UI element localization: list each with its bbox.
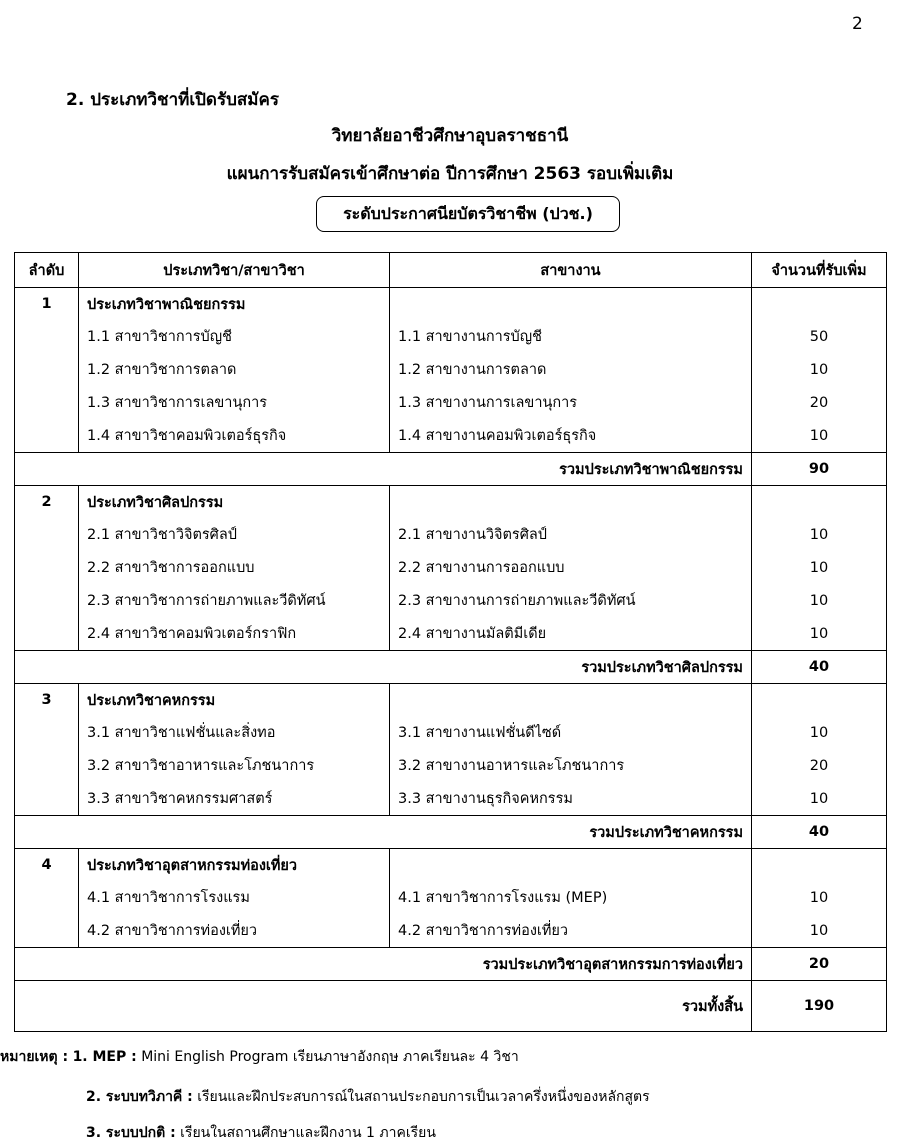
notes-label: หมายเหตุ : xyxy=(0,1049,69,1065)
category-row xyxy=(15,486,887,519)
header-major: ประเภทวิชา/สาขาวิชา xyxy=(79,253,390,288)
major-cell: 1.2 สาขาวิชาการตลาด xyxy=(79,353,390,386)
field-cell: 2.2 สาขางานการออกแบบ xyxy=(390,551,752,584)
category-name: ประเภทวิชาพาณิชยกรรม xyxy=(79,288,390,321)
empty-cell xyxy=(752,288,887,321)
major-cell: 1.4 สาขาวิชาคอมพิวเตอร์ธุรกิจ xyxy=(79,419,390,453)
plan-title: แผนการรับสมัครเข้าศึกษาต่อ ปีการศึกษา 2563 รอบเพิ่มเติม xyxy=(226,164,674,184)
count-cell: 10 xyxy=(752,419,887,453)
subtotal-label: รวมประเภทวิชาคหกรรม xyxy=(15,816,752,849)
table-header-row xyxy=(15,253,887,288)
note-number: 2. ระบบทวิภาคี : xyxy=(86,1089,193,1105)
subtotal-value: 40 xyxy=(752,651,887,684)
table-body xyxy=(15,288,887,1032)
field-cell: 4.2 สาขาวิชาการท่องเที่ยว xyxy=(390,914,752,948)
table-row xyxy=(15,782,887,816)
empty-cell xyxy=(15,386,79,419)
category-name: ประเภทวิชาอุตสาหกรรมท่องเที่ยว xyxy=(79,849,390,882)
count-cell: 10 xyxy=(752,881,887,914)
major-cell: 4.1 สาขาวิชาการโรงแรม xyxy=(79,881,390,914)
note-item-3 xyxy=(86,1122,436,1144)
note-text: เรียนในสถานศึกษาและฝึกงาน 1 ภาคเรียน xyxy=(180,1125,436,1141)
field-cell: 2.3 สาขางานการถ่ายภาพและวีดิทัศน์ xyxy=(390,584,752,617)
category-name: ประเภทวิชาศิลปกรรม xyxy=(79,486,390,519)
field-cell: 3.2 สาขางานอาหารและโภชนาการ xyxy=(390,749,752,782)
table-row xyxy=(15,518,887,551)
empty-cell xyxy=(390,849,752,882)
grand-total-label: รวมทั้งสิ้น xyxy=(15,981,752,1032)
field-cell: 3.3 สาขางานธุรกิจคหกรรม xyxy=(390,782,752,816)
table-row xyxy=(15,551,887,584)
empty-cell xyxy=(390,684,752,717)
field-cell: 1.3 สาขางานการเลขานุการ xyxy=(390,386,752,419)
count-cell: 10 xyxy=(752,914,887,948)
empty-cell xyxy=(15,749,79,782)
empty-cell xyxy=(15,716,79,749)
header-count: จำนวนที่รับเพิ่ม xyxy=(752,253,887,288)
count-cell: 10 xyxy=(752,617,887,651)
empty-cell xyxy=(15,320,79,353)
count-cell: 10 xyxy=(752,518,887,551)
count-cell: 10 xyxy=(752,716,887,749)
section-heading: 2. ประเภทวิชาที่เปิดรับสมัคร xyxy=(66,90,279,110)
subtotal-row xyxy=(15,651,887,684)
note-number: 1. MEP : xyxy=(72,1049,137,1065)
count-cell: 10 xyxy=(752,551,887,584)
major-cell: 2.2 สาขาวิชาการออกแบบ xyxy=(79,551,390,584)
major-cell: 1.1 สาขาวิชาการบัญชี xyxy=(79,320,390,353)
table-row xyxy=(15,914,887,948)
table-row xyxy=(15,419,887,453)
page-number: 2 xyxy=(852,14,863,34)
empty-cell xyxy=(15,551,79,584)
subtotal-label: รวมประเภทวิชาพาณิชยกรรม xyxy=(15,453,752,486)
empty-cell xyxy=(752,684,887,717)
subtotal-row xyxy=(15,816,887,849)
note-text: Mini English Program เรียนภาษาอังกฤษ ภาคเรียนละ 4 วิชา xyxy=(141,1049,519,1065)
count-cell: 20 xyxy=(752,386,887,419)
count-cell: 10 xyxy=(752,782,887,816)
count-cell: 10 xyxy=(752,353,887,386)
empty-cell xyxy=(15,584,79,617)
note-text: เรียนและฝึกประสบการณ์ในสถานประกอบการเป็นเวลาครึ่งหนึ่งของหลักสูตร xyxy=(197,1089,650,1105)
table-row xyxy=(15,386,887,419)
grand-total-row xyxy=(15,981,887,1032)
category-row xyxy=(15,288,887,321)
field-cell: 4.1 สาขาวิชาการโรงแรม (MEP) xyxy=(390,881,752,914)
field-cell: 1.1 สาขางานการบัญชี xyxy=(390,320,752,353)
empty-cell xyxy=(752,486,887,519)
table-row xyxy=(15,320,887,353)
category-order: 3 xyxy=(15,684,79,717)
category-row xyxy=(15,849,887,882)
quota-table xyxy=(14,252,887,1032)
note-item-1 xyxy=(0,1046,519,1068)
category-name: ประเภทวิชาคหกรรม xyxy=(79,684,390,717)
empty-cell xyxy=(15,353,79,386)
count-cell: 10 xyxy=(752,584,887,617)
category-order: 1 xyxy=(15,288,79,321)
header-order: ลำดับ xyxy=(15,253,79,288)
major-cell: 3.2 สาขาวิชาอาหารและโภชนาการ xyxy=(79,749,390,782)
grand-total-value: 190 xyxy=(752,981,887,1032)
field-cell: 1.2 สาขางานการตลาด xyxy=(390,353,752,386)
table-row xyxy=(15,749,887,782)
table-row xyxy=(15,353,887,386)
subtotal-label: รวมประเภทวิชาศิลปกรรม xyxy=(15,651,752,684)
major-cell: 2.4 สาขาวิชาคอมพิวเตอร์กราฟิก xyxy=(79,617,390,651)
empty-cell xyxy=(15,914,79,948)
table-row xyxy=(15,716,887,749)
note-number: 3. ระบบปกติ : xyxy=(86,1125,176,1141)
table-row xyxy=(15,881,887,914)
subtotal-label: รวมประเภทวิชาอุตสาหกรรมการท่องเที่ยว xyxy=(15,948,752,981)
header-field: สาขางาน xyxy=(390,253,752,288)
empty-cell xyxy=(15,617,79,651)
empty-cell xyxy=(390,486,752,519)
table-row xyxy=(15,617,887,651)
major-cell: 3.1 สาขาวิชาแฟชั่นและสิ่งทอ xyxy=(79,716,390,749)
empty-cell xyxy=(390,288,752,321)
empty-cell xyxy=(15,518,79,551)
field-cell: 3.1 สาขางานแฟชั่นดีไซด์ xyxy=(390,716,752,749)
category-order: 4 xyxy=(15,849,79,882)
table-row xyxy=(15,584,887,617)
count-cell: 20 xyxy=(752,749,887,782)
category-order: 2 xyxy=(15,486,79,519)
major-cell: 3.3 สาขาวิชาคหกรรมศาสตร์ xyxy=(79,782,390,816)
subtotal-row xyxy=(15,453,887,486)
empty-cell xyxy=(15,782,79,816)
note-item-2 xyxy=(86,1086,650,1108)
college-name: วิทยาลัยอาชีวศึกษาอุบลราชธานี xyxy=(331,126,569,146)
major-cell: 2.3 สาขาวิชาการถ่ายภาพและวีดิทัศน์ xyxy=(79,584,390,617)
major-cell: 4.2 สาขาวิชาการท่องเที่ยว xyxy=(79,914,390,948)
subtotal-row xyxy=(15,948,887,981)
major-cell: 1.3 สาขาวิชาการเลขานุการ xyxy=(79,386,390,419)
field-cell: 2.4 สาขางานมัลติมีเดีย xyxy=(390,617,752,651)
empty-cell xyxy=(15,881,79,914)
subtotal-value: 20 xyxy=(752,948,887,981)
empty-cell xyxy=(752,849,887,882)
subtotal-value: 90 xyxy=(752,453,887,486)
subtotal-value: 40 xyxy=(752,816,887,849)
empty-cell xyxy=(15,419,79,453)
field-cell: 2.1 สาขางานวิจิตรศิลป์ xyxy=(390,518,752,551)
field-cell: 1.4 สาขางานคอมพิวเตอร์ธุรกิจ xyxy=(390,419,752,453)
major-cell: 2.1 สาขาวิชาวิจิตรศิลป์ xyxy=(79,518,390,551)
level-label-box: ระดับประกาศนียบัตรวิชาชีพ (ปวช.) xyxy=(316,196,620,232)
count-cell: 50 xyxy=(752,320,887,353)
category-row xyxy=(15,684,887,717)
